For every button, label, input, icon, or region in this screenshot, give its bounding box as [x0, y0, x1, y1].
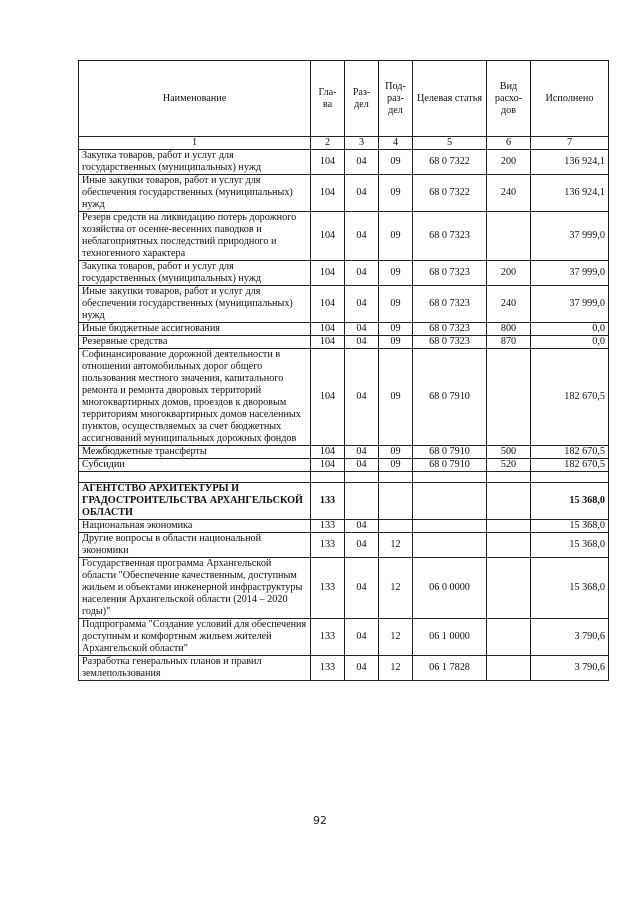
row-glava: 104: [311, 150, 345, 175]
row-name: АГЕНТСТВО АРХИТЕКТУРЫ И ГРАДОСТРОИТЕЛЬСТВА АРХАНГЕЛЬСКОЙ ОБЛАСТИ: [79, 483, 311, 520]
row-glava: 104: [311, 286, 345, 323]
row-podrazdel: 09: [379, 349, 413, 446]
row-name: Закупка товаров, работ и услуг для государственных (муниципальных) нужд: [79, 150, 311, 175]
row-podrazdel: [379, 520, 413, 533]
column-number: 2: [311, 137, 345, 150]
row-glava: 104: [311, 336, 345, 349]
row-target: 68 0 7910: [413, 446, 487, 459]
column-number: 7: [531, 137, 609, 150]
row-target: 68 0 7322: [413, 150, 487, 175]
row-name: [79, 472, 311, 483]
row-razdel: 04: [345, 175, 379, 212]
row-target: [413, 533, 487, 558]
row-name: Иные закупки товаров, работ и услуг для обеспечения государственных (муниципальных) нужд: [79, 286, 311, 323]
row-amount: 0,0: [531, 323, 609, 336]
row-podrazdel: 09: [379, 175, 413, 212]
row-vid: [487, 558, 531, 619]
table-row: [79, 619, 609, 656]
row-target: 68 0 7323: [413, 323, 487, 336]
row-podrazdel: 09: [379, 261, 413, 286]
column-number-row: [79, 137, 609, 150]
row-name: Резерв средств на ликвидацию потерь дорожного хозяйства от осенне-весенних паводков и неблагоприятных последствий природного и техногенного характера: [79, 212, 311, 261]
table-row: [79, 349, 609, 446]
row-vid: [487, 533, 531, 558]
row-podrazdel: 09: [379, 150, 413, 175]
row-name: Национальная экономика: [79, 520, 311, 533]
table-row: [79, 533, 609, 558]
row-glava: 133: [311, 656, 345, 681]
row-amount: 15 368,0: [531, 483, 609, 520]
row-razdel: 04: [345, 261, 379, 286]
row-amount: 37 999,0: [531, 261, 609, 286]
row-name: Субсидии: [79, 459, 311, 472]
row-target: 06 1 0000: [413, 619, 487, 656]
row-vid: 500: [487, 446, 531, 459]
row-podrazdel: [379, 472, 413, 483]
row-vid: 200: [487, 150, 531, 175]
table-row: [79, 520, 609, 533]
table-row: [79, 175, 609, 212]
row-glava: 104: [311, 459, 345, 472]
table-row: [79, 286, 609, 323]
row-amount: 136 924,1: [531, 150, 609, 175]
row-amount: 37 999,0: [531, 212, 609, 261]
row-amount: 182 670,5: [531, 446, 609, 459]
row-vid: [487, 472, 531, 483]
row-amount: 0,0: [531, 336, 609, 349]
row-target: 68 0 7323: [413, 261, 487, 286]
row-glava: 104: [311, 323, 345, 336]
row-target: [413, 483, 487, 520]
row-name: Иные бюджетные ассигнования: [79, 323, 311, 336]
header-name: Наименование: [79, 61, 311, 137]
row-amount: 15 368,0: [531, 558, 609, 619]
row-target: 06 0 0000: [413, 558, 487, 619]
row-razdel: 04: [345, 446, 379, 459]
row-razdel: [345, 472, 379, 483]
row-vid: [487, 483, 531, 520]
header-razdel: Раз-дел: [345, 61, 379, 137]
column-number: 6: [487, 137, 531, 150]
row-target: 68 0 7910: [413, 459, 487, 472]
row-target: 68 0 7323: [413, 212, 487, 261]
row-vid: [487, 520, 531, 533]
row-vid: 240: [487, 286, 531, 323]
row-podrazdel: 12: [379, 619, 413, 656]
row-glava: 104: [311, 175, 345, 212]
row-amount: 136 924,1: [531, 175, 609, 212]
row-razdel: 04: [345, 459, 379, 472]
row-glava: 133: [311, 483, 345, 520]
row-razdel: [345, 483, 379, 520]
row-name: Софинансирование дорожной деятельности в отношении автомобильных дорог общего пользования местного значения, капитального ремонта и ремонта дворовых территорий многоквартирных домов, проездов к дворовым территориям многоквартирных домов населенных пунктов, осуществляемых за счет бюджетных ассигнований муниципальных дорожных фондов: [79, 349, 311, 446]
row-vid: 240: [487, 175, 531, 212]
table-row: [79, 261, 609, 286]
column-number: 1: [79, 137, 311, 150]
header-executed: Исполнено: [531, 61, 609, 137]
table-row: [79, 446, 609, 459]
row-vid: 800: [487, 323, 531, 336]
row-name: Подпрограмма "Создание условий для обеспечения доступным и комфортным жильем жителей Архангельской области": [79, 619, 311, 656]
row-target: 68 0 7322: [413, 175, 487, 212]
table-row: [79, 558, 609, 619]
row-name: Закупка товаров, работ и услуг для государственных (муниципальных) нужд: [79, 261, 311, 286]
row-glava: 133: [311, 558, 345, 619]
row-target: 68 0 7323: [413, 286, 487, 323]
row-name: Разработка генеральных планов и правил землепользования: [79, 656, 311, 681]
row-razdel: 04: [345, 558, 379, 619]
row-podrazdel: 09: [379, 323, 413, 336]
row-glava: [311, 472, 345, 483]
row-podrazdel: 09: [379, 459, 413, 472]
row-vid: 200: [487, 261, 531, 286]
row-name: Резервные средства: [79, 336, 311, 349]
page-number: 92: [313, 814, 327, 827]
row-vid: 870: [487, 336, 531, 349]
row-vid: [487, 349, 531, 446]
row-podrazdel: [379, 483, 413, 520]
row-name: Межбюджетные трансферты: [79, 446, 311, 459]
row-target: 68 0 7323: [413, 336, 487, 349]
row-razdel: 04: [345, 619, 379, 656]
table-row: [79, 150, 609, 175]
row-glava: 133: [311, 520, 345, 533]
row-name: Государственная программа Архангельской области "Обеспечение качественным, доступным жильем и объектами инженерной инфраструктуры населения Архангельской области (2014 – 2020 годы)": [79, 558, 311, 619]
table-row-spacer: [79, 472, 609, 483]
row-amount: 3 790,6: [531, 619, 609, 656]
row-vid: [487, 212, 531, 261]
table-header-row: [79, 61, 609, 137]
row-amount: 37 999,0: [531, 286, 609, 323]
row-vid: [487, 619, 531, 656]
row-podrazdel: 12: [379, 558, 413, 619]
row-amount: 182 670,5: [531, 459, 609, 472]
row-target: [413, 520, 487, 533]
row-glava: 104: [311, 349, 345, 446]
row-podrazdel: 09: [379, 212, 413, 261]
column-number: 3: [345, 137, 379, 150]
row-podrazdel: 12: [379, 656, 413, 681]
row-razdel: 04: [345, 150, 379, 175]
row-razdel: 04: [345, 520, 379, 533]
row-amount: 182 670,5: [531, 349, 609, 446]
table-row: [79, 336, 609, 349]
row-podrazdel: 09: [379, 286, 413, 323]
row-glava: 133: [311, 619, 345, 656]
row-razdel: 04: [345, 656, 379, 681]
table-row: [79, 459, 609, 472]
table-row: [79, 212, 609, 261]
header-target: Целевая статья: [413, 61, 487, 137]
row-razdel: 04: [345, 349, 379, 446]
row-amount: 15 368,0: [531, 533, 609, 558]
row-glava: 104: [311, 212, 345, 261]
table-row: [79, 323, 609, 336]
row-podrazdel: 09: [379, 336, 413, 349]
row-glava: 133: [311, 533, 345, 558]
row-razdel: 04: [345, 533, 379, 558]
row-vid: 520: [487, 459, 531, 472]
row-glava: 104: [311, 261, 345, 286]
row-target: [413, 472, 487, 483]
row-razdel: 04: [345, 336, 379, 349]
row-podrazdel: 12: [379, 533, 413, 558]
row-razdel: 04: [345, 286, 379, 323]
row-target: 68 0 7910: [413, 349, 487, 446]
row-target: 06 1 7828: [413, 656, 487, 681]
column-number: 5: [413, 137, 487, 150]
budget-table: [78, 60, 609, 681]
header-glava: Гла-ва: [311, 61, 345, 137]
header-podrazdel: Под-раз-дел: [379, 61, 413, 137]
column-number: 4: [379, 137, 413, 150]
row-amount: 15 368,0: [531, 520, 609, 533]
row-amount: [531, 472, 609, 483]
table-row: [79, 656, 609, 681]
row-amount: 3 790,6: [531, 656, 609, 681]
row-razdel: 04: [345, 212, 379, 261]
row-glava: 104: [311, 446, 345, 459]
header-vid: Вид расхо-дов: [487, 61, 531, 137]
row-name: Иные закупки товаров, работ и услуг для обеспечения государственных (муниципальных) нужд: [79, 175, 311, 212]
table-row-agency: [79, 483, 609, 520]
row-razdel: 04: [345, 323, 379, 336]
row-vid: [487, 656, 531, 681]
row-podrazdel: 09: [379, 446, 413, 459]
row-name: Другие вопросы в области национальной экономики: [79, 533, 311, 558]
